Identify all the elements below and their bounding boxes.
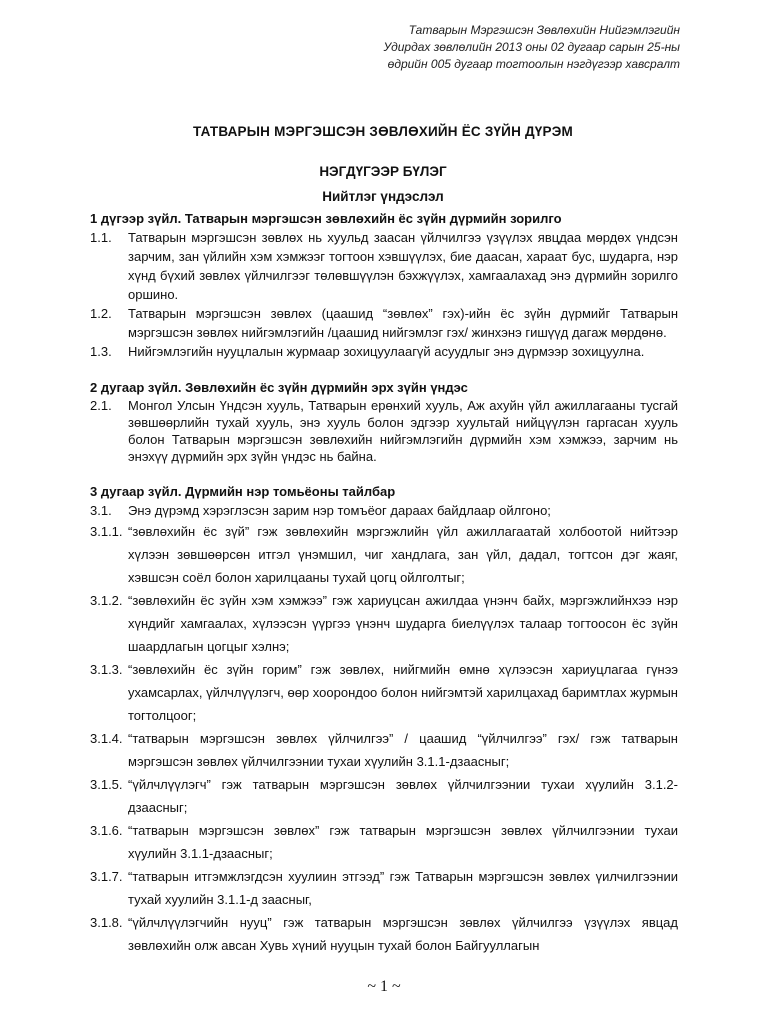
article-title: 1 дүгээр зүйл. Татварын мэргэшсэн зөвлөхийн ёс зүйн дүрмийн зорилго [90, 211, 562, 226]
clause-text: Татварын мэргэшсэн зөвлөх нь хуульд заасан үйлчилгээ үзүүлэх явцдаа мөрдөх үндсэн зарчим, зан үйлийн хэм хэмжээг тогтоон хэвшүүлэх, бие даасан, хараат бус, шударга, нэр хүнд бүхий зөвлөх үйлчилгээг төлөвшүүлэн бэхжүүлэх, хамгаалахад энэ дүрмийн зорилго оршино. [128, 230, 678, 302]
header-annex-note [260, 22, 680, 73]
clause-number: 3.1.6. [90, 823, 123, 838]
chapter-title: НЭГДҮГЭЭР БҮЛЭГ [319, 164, 447, 179]
clause [90, 589, 678, 658]
clause-text: “татварын мэргэшсэн зөвлөх үйлчилгээ” / цаашид “үйлчилгээ” гэх/ гэж татварын мэргэшсэн зөвлөх үйлчилгээнии тухаи хүулийн 3.1.1-дзаасныг; [128, 731, 678, 769]
clause [90, 520, 678, 589]
clause-text: Татварын мэргэшсэн зөвлөх (цаашид “зөвлөх” гэх)-ийн ёс зүйн дүрмийг Татварын мэргэшсэн зөвлөх нийгэмлэгийн /цаашид нийгэмлэг гэх/ жинхэнэ гишүүд дагаж мөрдөнө. [128, 306, 678, 340]
header-note-line-2: Удирдах зөвлөлийн 2013 оны 02 дугаар сарын 25-ны [383, 40, 680, 54]
clause-number: 3.1.5. [90, 777, 123, 792]
article-2 [90, 378, 678, 465]
header-note-line-1: Татварын Мэргэшсэн Зөвлөхийн Нийгэмлэгийн [408, 23, 680, 37]
clause [90, 501, 678, 520]
clause-text: Энэ дүрэмд хэрэглэсэн зарим нэр томъёог дараах байдлаар ойлгоно; [128, 503, 551, 518]
document-body [90, 209, 678, 974]
clause-text: “зөвлөхийн ёс зүй” гэж зөвлөхийн мэргэжлийн үйл ажиллагаатай холбоотой нийтээр хүлээн зөвшөөрсөн итгэл үнэмшил, чиг хандлага, зан үйл, дадал, тогтсон дэг жаяг, хэвшсэн соёл болон харилцааны тухай цогц ойлголтыг; [128, 524, 678, 585]
clause [90, 865, 678, 911]
page-number: ~ 1 ~ [367, 978, 401, 995]
clause-text: Нийгэмлэгийн нууцлалын журмаар зохицуулаагүй асуудлыг энэ дүрмээр зохицуулна. [128, 344, 645, 359]
document-title: ТАТВАРЫН МЭРГЭШСЭН ЗӨВЛӨХИЙН ЁС ЗҮЙН ДҮРЭМ [193, 124, 573, 139]
article-title: 2 дугаар зүйл. Зөвлөхийн ёс зүйн дүрмийн эрх зүйн үндэс [90, 380, 468, 395]
clause-number: 3.1.8. [90, 915, 123, 930]
clause-number: 3.1.2. [90, 593, 123, 608]
clause [90, 304, 678, 342]
chapter-subtitle: Нийтлэг үндэслэл [322, 189, 444, 204]
clause-number: 1.3. [90, 344, 112, 359]
article-title: 3 дугаар зүйл. Дүрмийн нэр томьёоны тайлбар [90, 484, 396, 499]
clause-text: “татварын мэргэшсэн зөвлөх” гэж татварын мэргэшсэн зөвлөх үйлчилгээнии тухаи хүулийн 3.1.1-дзаасныг; [128, 823, 678, 861]
clause-number: 3.1.3. [90, 662, 123, 677]
clause-text: “зөвлөхийн ёс зүйн хэм хэмжээ” гэж хариуцсан ажилдаа үнэнч байх, мэргэжлийнхээ нэр хүндийг хамгаалах, хүлээсэн үүргээ үнэнч шударга биелүүлэх талаар тогтоосон ёс зүйн шаардлагын цогцыг хэлнэ; [128, 593, 678, 654]
clause [90, 658, 678, 727]
clause-number: 3.1.7. [90, 869, 123, 884]
clause-number: 3.1. [90, 503, 112, 518]
clause-text: “үйлчлүүлэгч” гэж татварын мэргэшсэн зөвлөх үйлчилгээнии тухаи хүулийн 3.1.2-дзаасныг; [128, 777, 678, 815]
clause [90, 342, 678, 361]
clause [90, 727, 678, 773]
clause [90, 397, 678, 465]
clause-text: “татварын итгэмжлэгдсэн хуулиин этгээд” гэж Татварын мэргэшсэн зөвлөх үилчилгээнии тухай хуулийн 3.1.1-д заасныг, [128, 869, 678, 907]
clause [90, 911, 678, 957]
clause-number: 3.1.1. [90, 524, 123, 539]
clause [90, 819, 678, 865]
clause [90, 773, 678, 819]
clause-number: 2.1. [90, 398, 112, 413]
article-1 [90, 209, 678, 361]
clause-number: 1.1. [90, 230, 112, 245]
clause-text: “үйлчлүүлэгчийн нууц” гэж татварын мэргэшсэн зөвлөх үйлчилгээ үзүүлэх явцад зөвлөхийн олж авсан Хувь хүний нууцын тухай болон Байгууллагын [128, 915, 678, 953]
clause-number: 1.2. [90, 306, 112, 321]
header-note-line-3: өдрийн 005 дугаар тогтоолын нэгдүгээр хавсралт [387, 57, 680, 71]
clause-text: Монгол Улсын Үндсэн хууль, Татварын ерөнхий хууль, Аж ахуйн үйл ажиллагааны тусгай зөвшөөрлийн тухай хууль, энэ хууль болон эдгээр хуультай нийцүүлэн гаргасан хууль болон Татварын мэргэшсэн зөвлөхийн нийгэмлэгийн дүрмийн хэм хэмжээ, зарчим нь энэхүү дүрмийн эрх зүйн үндэс нь байна. [128, 398, 678, 464]
clause [90, 228, 678, 304]
article-3 [90, 482, 678, 957]
clause-text: “зөвлөхийн ёс зүйн горим” гэж зөвлөх, нийгмийн өмнө хүлээсэн хариуцлагаа гүнээ ухамсарлах, үйлчлүүлэгч, өөр хоорондоо болон нийгэмтэй харилцахад баримтлах журмын тогтолцоог; [128, 662, 678, 723]
clause-number: 3.1.4. [90, 731, 123, 746]
